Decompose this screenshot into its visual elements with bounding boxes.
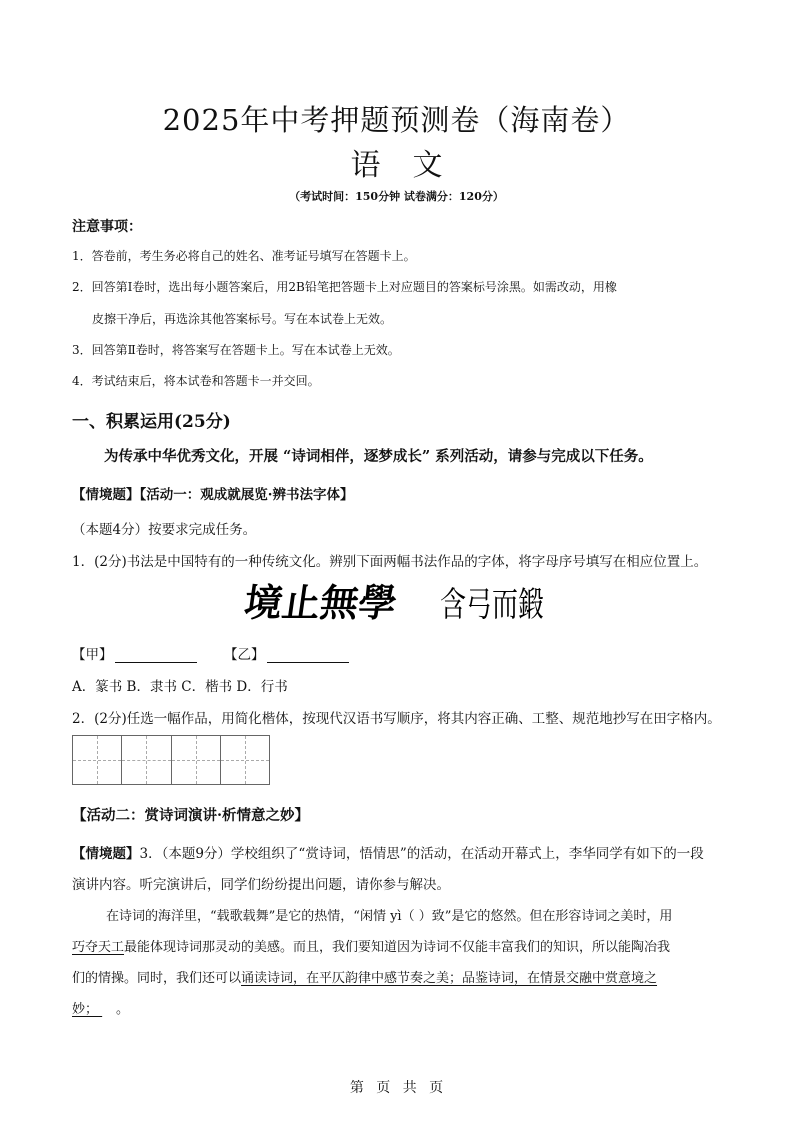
speech-text: 。 (116, 1002, 130, 1017)
page-footer: 第 页 共 页 (349, 1080, 444, 1096)
calligraphy-jia (241, 578, 404, 626)
q3-text: 3．（本题9分）学校组织了“赏诗词，悟情思”的活动，在活动开幕式上，李华同学有如下的一段 (139, 846, 704, 862)
note-item: 皮擦干净后，再选涂其他答案标号。写在本试卷上无效。 (92, 312, 393, 326)
answer-yi (224, 643, 349, 663)
note-item: 2．回答第Ⅰ卷时，选出每小题答案后，用2B铅笔把答题卡上对应题目的答案标号涂黑。如需改动，用橡 (72, 280, 617, 294)
exam-info: （考试时间：150分钟 试卷满分：120分） (289, 190, 504, 203)
underline-gap (98, 1002, 116, 1017)
tianzige-grid[interactable] (72, 735, 270, 785)
grid-cell[interactable] (73, 736, 122, 784)
calligraphy-yi-image (440, 578, 544, 626)
speech-line-3 (72, 967, 724, 986)
question-3-line2: 演讲内容。听完演讲后，同学们纷纷提出问题，请你参与解决。 (72, 877, 450, 893)
speech-line-4 (72, 998, 724, 1017)
answer-jia (72, 643, 197, 663)
speech-text: 最能体现诗词那灵动的美感。而且，我们要知道因为诗词不仅能丰富我们的知识，所以能陶冶我 (124, 940, 671, 955)
underlined-idiom: 巧夺天工 (72, 940, 125, 955)
question-2: 2．(2分)任选一幅作品，用简化楷体，按现代汉语书写顺序，将其内容正确、工整、规范地抄写在田字格内。 (72, 711, 721, 727)
grid-cell[interactable] (221, 736, 269, 784)
speech-text: 们的情操。同时，我们还可以 (72, 971, 242, 986)
section-intro: 为传承中华优秀文化，开展 “诗词相伴，逐梦成长” 系列活动，请参与完成以下任务。 (104, 448, 653, 465)
activity1-tag: 【情境题】【活动一：观成就展览·辨书法字体】 (72, 487, 354, 503)
exam-title: 2025年中考押题预测卷（海南卷） (162, 103, 631, 137)
question-1: 1．(2分)书法是中国特有的一种传统文化。辨别下面两幅书法作品的字体，将字母序号填写在相应位置上。 (72, 554, 708, 570)
underlined-sentence: 诵读诗词，在平仄韵律中感节奏之美；品鉴诗词，在情景交融中赏意境之 (241, 971, 658, 986)
svg-text:境止無學: 境止無學 (241, 581, 400, 626)
notes-heading: 注意事项： (72, 219, 142, 235)
calligraphy-jia-image (241, 578, 404, 626)
question-3-line1 (72, 842, 724, 862)
speech-line-2 (72, 936, 724, 955)
calligraphy-yi (440, 578, 544, 626)
label-yi: 【乙】 (224, 647, 265, 663)
label-jia: 【甲】 (72, 647, 113, 663)
activity2-tag: 【活动二：赏诗词演讲·析情意之妙】 (72, 807, 310, 824)
blank-jia[interactable] (115, 649, 197, 663)
speech-line-1: 在诗词的海洋里，“载歌载舞”是它的热情，“闲情 yì（ ）致”是它的悠然。但在形容诗词之美时，用 (106, 909, 673, 924)
svg-text:含弓而鍛: 含弓而鍛 (440, 585, 544, 625)
subject-title: 语文 (350, 148, 475, 183)
grid-cell[interactable] (172, 736, 221, 784)
underlined-sentence-end: 妙； (72, 1002, 99, 1017)
options: A．篆书 B．隶书 C．楷书 D．行书 (72, 679, 288, 695)
note-item: 3．回答第Ⅱ卷时，将答案写在答题卡上。写在本试卷上无效。 (72, 343, 400, 357)
section-heading: 一、积累运用(25分) (72, 412, 231, 432)
note-item: 1．答卷前，考生务必将自己的姓名、准考证号填写在答题卡上。 (72, 249, 416, 263)
note-item: 4．考试结束后，将本试卷和答题卡一并交回。 (72, 374, 320, 388)
grid-cell[interactable] (122, 736, 171, 784)
activity1-note: （本题4分）按要求完成任务。 (72, 522, 257, 538)
blank-yi[interactable] (267, 649, 349, 663)
q3-tag: 【情境题】 (72, 846, 140, 862)
